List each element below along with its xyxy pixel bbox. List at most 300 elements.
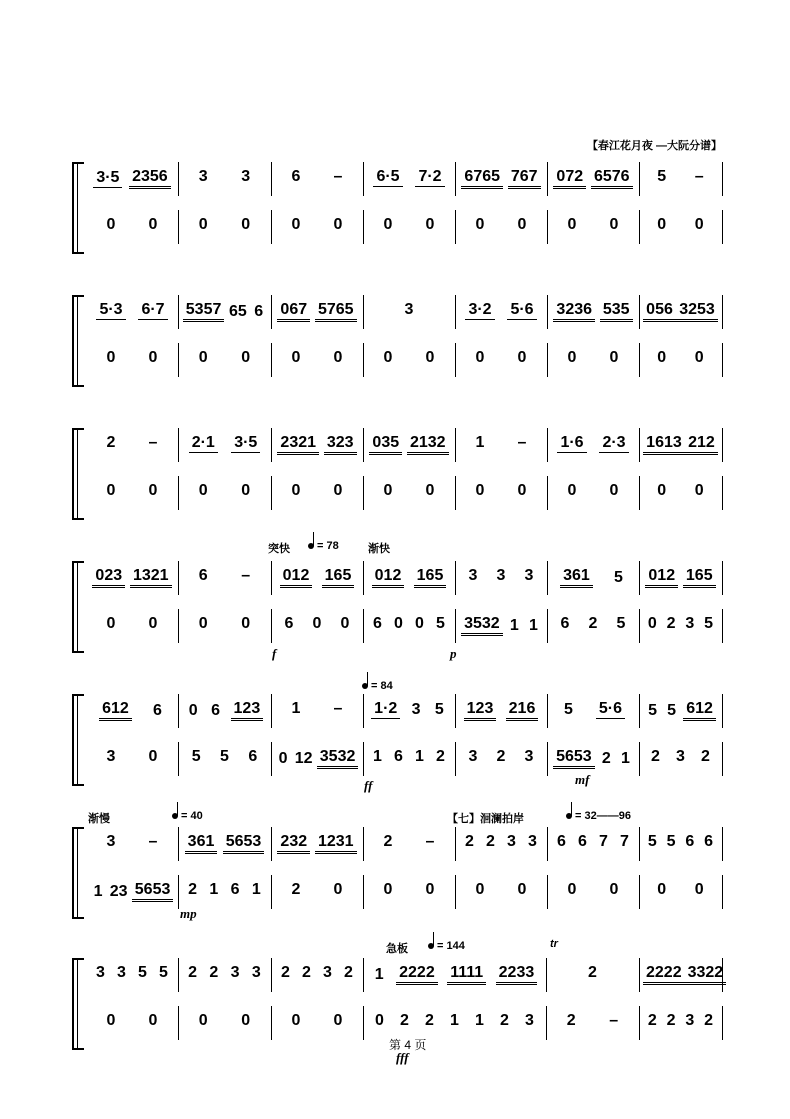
barline — [178, 162, 179, 196]
note-group: 0 — [333, 1012, 343, 1029]
barline — [178, 428, 179, 462]
note-group: 2132 — [407, 434, 449, 455]
barline — [639, 827, 640, 861]
measure — [275, 567, 359, 588]
barline — [363, 561, 364, 595]
melody-staff — [86, 827, 722, 861]
score-system-1 — [72, 162, 722, 250]
note-group: 2·3 — [599, 434, 628, 453]
barline — [363, 476, 364, 510]
note-group: 165 — [414, 567, 447, 588]
measure — [90, 349, 174, 367]
measure — [551, 567, 635, 588]
measure — [459, 615, 543, 636]
barline — [722, 162, 723, 196]
note-group: 0 — [291, 1012, 301, 1029]
accompaniment-staff — [86, 210, 722, 244]
note-group: 3 — [230, 964, 240, 981]
note-group: 767 — [508, 168, 541, 189]
melody-staff — [86, 694, 722, 728]
note-group: 067 — [277, 301, 310, 322]
note-group: 6 — [704, 833, 714, 850]
tempo-mark-144: = 144 — [428, 940, 465, 952]
score-system-5 — [72, 694, 722, 782]
system-bracket — [72, 162, 84, 254]
measure — [367, 1012, 542, 1030]
measure — [551, 168, 635, 189]
note-group: 1 — [251, 881, 261, 898]
note-group: 5653 — [223, 833, 265, 854]
note-group: 0 — [425, 216, 435, 233]
barline — [178, 742, 179, 776]
dynamic-fff: fff — [396, 1050, 409, 1065]
tempo-mark-40: = 40 — [172, 810, 203, 822]
note-group: 1231 — [315, 833, 357, 854]
note-group: 3 — [525, 1012, 534, 1029]
note-group: 0 — [567, 216, 577, 233]
note-group: 0 — [425, 881, 435, 898]
barline — [363, 875, 364, 909]
note-group: 0 — [394, 615, 403, 632]
barline — [639, 742, 640, 776]
tempo-text-jianman: 渐慢 — [88, 813, 110, 825]
barline — [455, 609, 456, 643]
note-group: 0 — [241, 1012, 251, 1029]
note-group: 1321 — [130, 567, 172, 588]
measure — [275, 216, 359, 234]
barline — [178, 476, 179, 510]
note-group: 0 — [106, 615, 116, 632]
barline — [271, 742, 272, 776]
note-group: 165 — [683, 567, 716, 588]
measure — [90, 434, 174, 452]
note-group: 0 — [517, 482, 527, 499]
note-group: 0 — [609, 881, 619, 898]
note-group: 2 — [496, 748, 506, 765]
measure — [182, 301, 267, 322]
barline — [639, 1006, 640, 1040]
note-group: 6 — [557, 833, 566, 850]
note-group: 3 — [411, 700, 421, 718]
note-group: 2 — [209, 964, 219, 981]
quarter-note-icon — [428, 943, 434, 949]
measure — [643, 1012, 718, 1030]
note-group: 1·6 — [557, 434, 586, 453]
note-group: 3 — [96, 964, 105, 981]
note-group: 0 — [198, 615, 208, 632]
score-system-7 — [72, 958, 722, 1046]
barline — [547, 162, 548, 196]
measure — [367, 482, 451, 500]
note-group: 2 — [566, 1012, 576, 1029]
note-group: 6 — [560, 615, 570, 632]
measure — [367, 881, 451, 899]
system-bracket — [72, 295, 84, 387]
barline — [271, 343, 272, 377]
barline — [547, 343, 548, 377]
dynamic-mf: mf — [575, 772, 590, 787]
barline — [455, 210, 456, 244]
note-group: 165 — [322, 567, 355, 588]
note-group: 6 — [685, 833, 695, 850]
note-group: 3 — [251, 964, 261, 981]
barline — [271, 162, 272, 196]
barline — [639, 476, 640, 510]
note-group: 0 — [657, 349, 667, 366]
note-group: 1 — [374, 965, 384, 983]
note-group: 1613 — [643, 434, 685, 455]
measure — [90, 615, 174, 633]
note-group: 6 — [248, 748, 258, 765]
measure — [275, 700, 359, 718]
note-group: 0 — [312, 615, 322, 632]
barline — [639, 210, 640, 244]
measure — [459, 482, 543, 500]
measure — [367, 216, 451, 234]
note-group: – — [694, 168, 704, 185]
barline — [271, 295, 272, 329]
barline — [547, 827, 548, 861]
measure — [367, 700, 451, 719]
note-group: 2 — [601, 749, 611, 767]
barline — [363, 827, 364, 861]
barline — [178, 561, 179, 595]
note-group: 0 — [567, 482, 577, 499]
note-group: 0 — [241, 615, 251, 632]
note-group: 3532 — [461, 615, 503, 636]
note-group: 3·5 — [231, 434, 260, 453]
barline — [178, 609, 179, 643]
barline — [639, 958, 640, 992]
note-group: 6·7 — [138, 301, 167, 320]
measure — [182, 700, 267, 721]
note-group: 5653 — [132, 881, 174, 902]
note-group: 0 — [148, 216, 158, 233]
note-group: 0 — [106, 482, 116, 499]
dynamic-f: f — [272, 646, 277, 661]
note-group: 3 — [106, 748, 116, 765]
note-group: 5765 — [315, 301, 357, 322]
note-group: 2222 — [643, 964, 685, 985]
measure — [275, 1012, 359, 1030]
measure — [459, 567, 543, 585]
note-group: – — [333, 700, 343, 717]
note-group: 2 — [188, 881, 198, 898]
measure — [182, 349, 267, 367]
note-group: 023 — [92, 567, 125, 588]
note-group: 5 — [434, 700, 444, 718]
note-group: 2 — [500, 1012, 509, 1029]
note-group: 0 — [198, 216, 208, 233]
note-group: 0 — [383, 482, 393, 499]
barline — [547, 561, 548, 595]
trill-mark: tr — [550, 938, 558, 950]
barline — [455, 742, 456, 776]
barline — [363, 428, 364, 462]
measure — [643, 216, 718, 234]
note-group: 0 — [609, 349, 619, 366]
note-group: 0 — [333, 349, 343, 366]
note-group: 012 — [280, 567, 313, 588]
note-group: 1 — [528, 616, 538, 634]
note-group: 2233 — [496, 964, 538, 985]
measure — [643, 700, 718, 721]
note-group: 0 — [657, 216, 667, 233]
note-group: 535 — [600, 301, 633, 322]
page-number: 第 4 页 — [389, 1038, 427, 1052]
note-group: 6 — [152, 701, 162, 719]
barline — [455, 162, 456, 196]
barline — [639, 875, 640, 909]
note-group: 612 — [683, 700, 716, 721]
measure — [643, 301, 718, 322]
barline — [722, 561, 723, 595]
note-group: 1 — [509, 616, 519, 634]
score-title: 【春江花月夜 —大阮分谱】 — [586, 140, 722, 152]
note-group: 3 — [404, 301, 414, 318]
note-group: 3 — [524, 567, 534, 584]
note-group: 6 — [284, 615, 294, 632]
melody-staff — [86, 958, 722, 992]
melody-staff — [86, 561, 722, 595]
barline — [271, 476, 272, 510]
note-group: 65 — [228, 302, 247, 320]
measure — [90, 964, 174, 982]
barline — [363, 162, 364, 196]
measure — [90, 700, 174, 721]
note-group: 6576 — [591, 168, 633, 189]
note-group: 2 — [588, 964, 597, 981]
measure — [643, 168, 718, 186]
note-group: 2 — [400, 1012, 409, 1029]
note-group: 2 — [666, 1012, 676, 1029]
note-group: 3 — [524, 748, 534, 765]
note-group: 0 — [340, 615, 350, 632]
barline — [363, 1006, 364, 1040]
note-group: 0 — [694, 482, 704, 499]
measure — [459, 748, 543, 766]
note-group: 012 — [372, 567, 405, 588]
barline — [547, 210, 548, 244]
barline — [363, 210, 364, 244]
measure — [459, 216, 543, 234]
barline — [455, 476, 456, 510]
note-group: 0 — [475, 482, 485, 499]
barline — [363, 295, 364, 329]
note-group: 0 — [106, 349, 116, 366]
measure — [182, 833, 267, 854]
barline — [178, 958, 179, 992]
score-system-2 — [72, 295, 722, 383]
barline — [722, 210, 723, 244]
measure — [643, 833, 718, 851]
measure — [551, 349, 635, 367]
barline — [639, 609, 640, 643]
measure — [367, 748, 451, 766]
barline — [455, 428, 456, 462]
note-group: 5·6 — [596, 700, 625, 719]
note-group: 6 — [198, 567, 208, 584]
barline — [178, 343, 179, 377]
barline — [722, 694, 723, 728]
barline — [639, 694, 640, 728]
measure — [275, 964, 359, 982]
note-group: 0 — [333, 881, 343, 898]
note-group: 2356 — [129, 168, 171, 189]
note-group: 0 — [475, 349, 485, 366]
barline — [455, 694, 456, 728]
barline — [722, 1006, 723, 1040]
system-bracket — [72, 561, 84, 653]
note-group: 0 — [567, 349, 577, 366]
note-group: 2 — [302, 964, 311, 981]
section-heading-7: 【七】洄澜拍岸 — [447, 813, 524, 825]
note-group: 0 — [148, 615, 158, 632]
note-group: 0 — [188, 701, 198, 719]
barline — [271, 609, 272, 643]
note-group: 0 — [475, 216, 485, 233]
system-bracket — [72, 428, 84, 520]
note-group: 5 — [648, 701, 657, 719]
barline — [547, 609, 548, 643]
barline — [455, 875, 456, 909]
note-group: 2 — [666, 615, 676, 632]
measure — [275, 482, 359, 500]
note-group: – — [609, 1012, 619, 1029]
barline — [178, 875, 179, 909]
measure — [643, 748, 718, 766]
note-group: 3 — [323, 964, 332, 981]
score-system-3 — [72, 428, 722, 516]
note-group: 0 — [148, 482, 158, 499]
measure — [182, 881, 267, 899]
barline — [271, 210, 272, 244]
note-group: 3236 — [553, 301, 595, 322]
note-group: 1 — [291, 700, 301, 717]
note-group: 0 — [375, 1012, 384, 1029]
note-group: 5 — [616, 615, 626, 632]
measure — [551, 881, 635, 899]
barline — [722, 875, 723, 909]
measure — [643, 615, 718, 633]
note-group: 1 — [475, 1012, 484, 1029]
measure — [367, 434, 451, 455]
note-group: 216 — [506, 700, 539, 721]
system-bracket — [72, 827, 84, 919]
note-group: 3253 — [676, 301, 718, 322]
measure — [182, 964, 267, 982]
measure — [459, 700, 543, 721]
note-group: 2 — [291, 881, 301, 898]
note-group: 2·1 — [189, 434, 218, 453]
measure — [90, 881, 174, 902]
note-group: 2 — [701, 748, 710, 765]
note-group: 1 — [373, 748, 382, 765]
note-group: 0 — [241, 349, 251, 366]
note-group: 0 — [694, 216, 704, 233]
measure — [90, 1012, 174, 1030]
note-group: 5653 — [553, 748, 595, 769]
note-group: 0 — [694, 349, 704, 366]
measure — [275, 168, 359, 186]
barline — [722, 742, 723, 776]
note-group: 5 — [667, 701, 677, 719]
note-group: 056 — [643, 301, 676, 322]
note-group: 6 — [254, 302, 264, 320]
tempo-text-tuqui: 突快 — [268, 543, 290, 555]
quarter-note-icon — [172, 813, 178, 819]
note-group: 1 — [415, 748, 424, 765]
tempo-mark-84: = 84 — [362, 680, 393, 692]
note-group: 0 — [517, 881, 527, 898]
barline — [546, 958, 547, 992]
note-group: – — [333, 168, 343, 185]
measure — [275, 349, 359, 367]
barline — [722, 428, 723, 462]
barline — [271, 428, 272, 462]
note-group: 7·2 — [415, 168, 444, 187]
note-group: 23 — [109, 882, 128, 900]
measure — [275, 748, 359, 769]
note-group: 3532 — [317, 748, 359, 769]
measure — [367, 301, 451, 319]
quarter-note-icon — [566, 813, 572, 819]
barline — [271, 958, 272, 992]
note-group: 2 — [486, 833, 495, 850]
measure — [643, 349, 718, 367]
barline — [722, 609, 723, 643]
barline — [547, 742, 548, 776]
measure — [182, 567, 267, 585]
note-group: 2 — [465, 833, 474, 850]
barline — [722, 476, 723, 510]
measure — [275, 434, 359, 455]
note-group: 212 — [685, 434, 718, 455]
barline — [546, 1006, 547, 1040]
barline — [547, 428, 548, 462]
barline — [722, 827, 723, 861]
note-group: 5 — [191, 748, 201, 765]
barline — [178, 827, 179, 861]
note-group: 3322 — [685, 964, 727, 985]
note-group: 2 — [383, 833, 393, 850]
barline — [455, 561, 456, 595]
tempo-mark-32-96: = 32——96 — [566, 810, 631, 822]
measure — [182, 748, 267, 766]
note-group: 0 — [106, 216, 116, 233]
barline — [547, 875, 548, 909]
note-group: 6 — [394, 748, 403, 765]
note-group: 3 — [468, 567, 478, 584]
note-group: 123 — [231, 700, 264, 721]
barline — [363, 958, 364, 992]
note-group: 0 — [567, 881, 577, 898]
barline — [639, 162, 640, 196]
note-group: 0 — [694, 881, 704, 898]
accompaniment-staff — [86, 875, 722, 909]
measure — [551, 216, 635, 234]
note-group: 0 — [148, 349, 158, 366]
note-group: 6 — [230, 881, 240, 898]
score-system-6 — [72, 827, 722, 915]
note-group: 0 — [291, 349, 301, 366]
note-group: 1 — [475, 434, 485, 451]
note-group: 7 — [599, 833, 608, 850]
note-group: 0 — [333, 482, 343, 499]
measure — [459, 833, 543, 851]
barline — [639, 561, 640, 595]
note-group: 2 — [281, 964, 290, 981]
